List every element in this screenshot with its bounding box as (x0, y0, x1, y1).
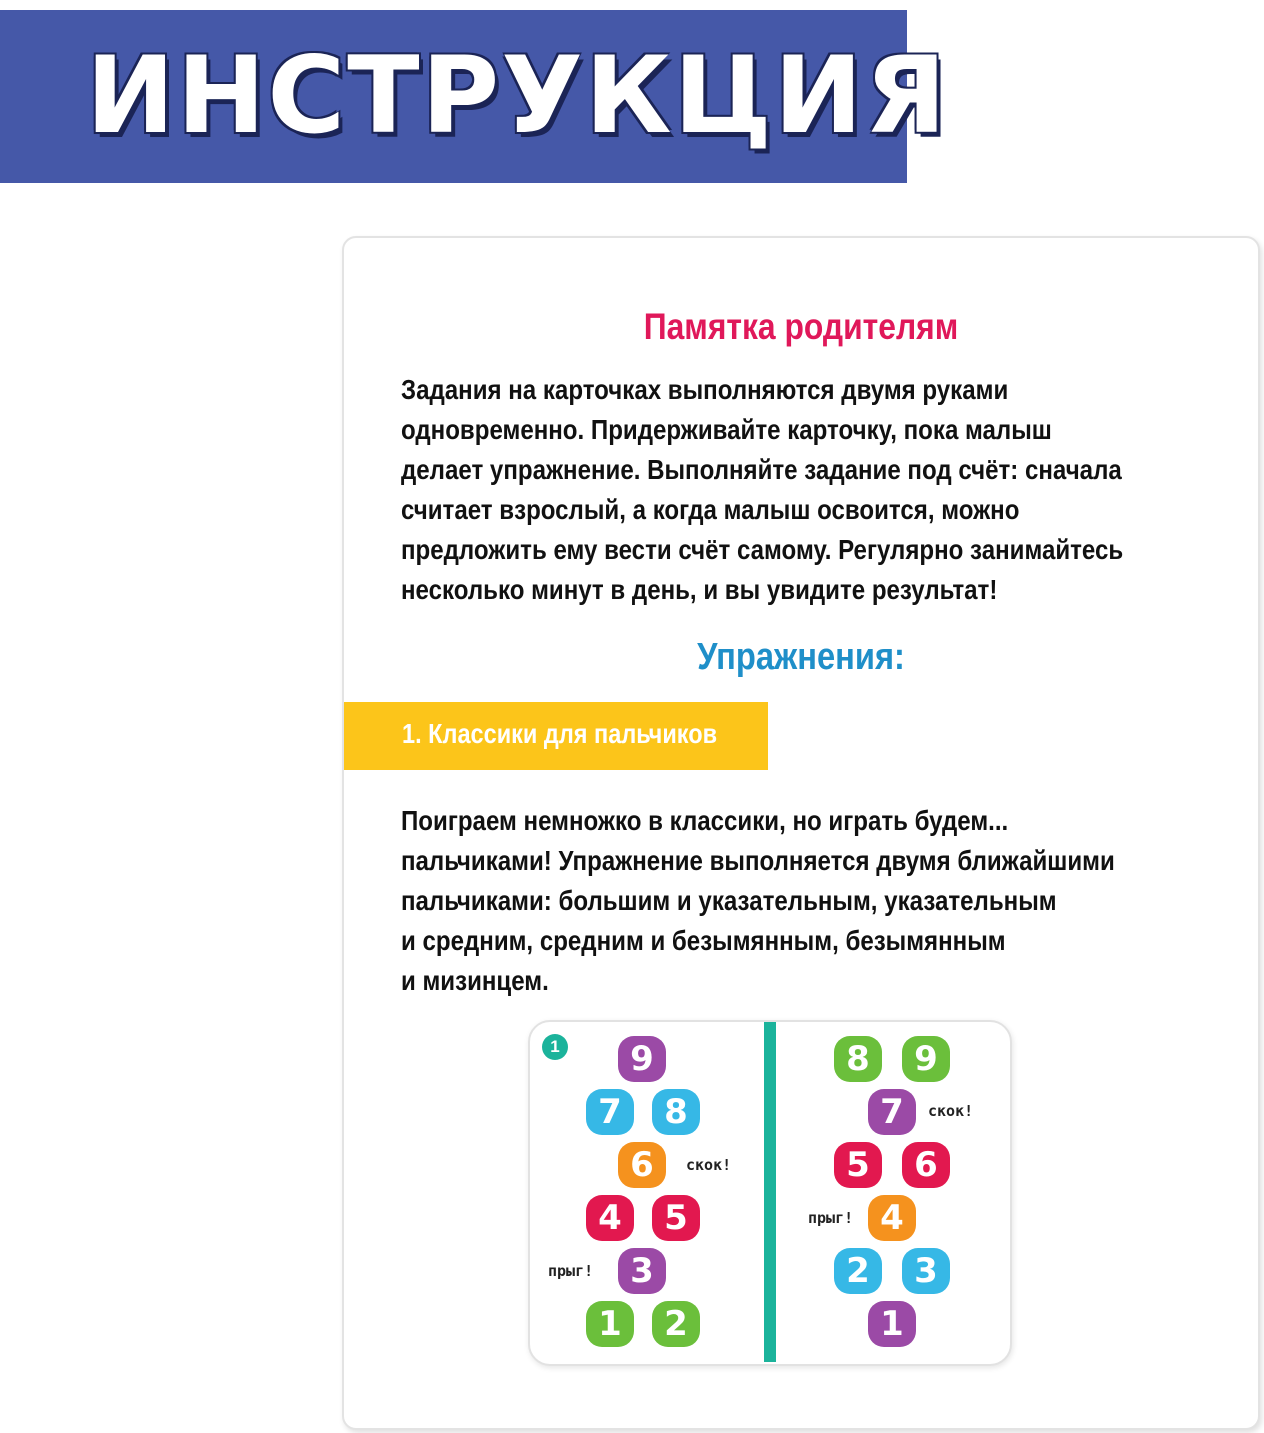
hopscotch-tile: 1 (586, 1301, 634, 1347)
memo-line: делает упражнение. Выполняйте задание под счёт: сначала (401, 454, 1122, 485)
step-badge: 1 (542, 1034, 568, 1060)
memo-line: одновременно. Придерживайте карточку, пока малыш (401, 414, 1052, 445)
exercise-1-text (401, 801, 1115, 1001)
memo-line: несколько минут в день, и вы увидите результат! (401, 574, 998, 605)
hopscotch-tile: 6 (902, 1142, 950, 1188)
hopscotch-tile: 5 (834, 1142, 882, 1188)
memo-line: предложить ему вести счёт самому. Регулярно занимайтесь (401, 534, 1124, 565)
exercise-line: пальчиками: большим и указательным, указательным (401, 885, 1057, 916)
hopscotch-tile: 7 (868, 1089, 916, 1135)
memo-line: считает взрослый, а когда малыш освоится, можно (401, 494, 1020, 525)
hopscotch-tile: 5 (652, 1195, 700, 1241)
exercise-1-label: 1. Классики для пальчиков (402, 718, 718, 749)
memo-title: Памятка родителям (643, 306, 959, 347)
banner-title: ИНСТРУКЦИЯ (86, 34, 949, 157)
illustration-divider (764, 1022, 776, 1362)
hopscotch-tile: 9 (902, 1036, 950, 1082)
exercise-line: и средним, средним и безымянным, безымянным (401, 925, 1006, 956)
hopscotch-tile: 7 (586, 1089, 634, 1135)
note-pryg: прыг! (548, 1262, 594, 1280)
exercises-title: Упражнения: (697, 636, 905, 678)
hopscotch-illustration (528, 1020, 1012, 1366)
note-skok: скок! (686, 1156, 732, 1174)
title-banner (0, 10, 949, 183)
exercise-line: Поиграем немножко в классики, но играть будем... (401, 805, 1009, 836)
exercise-1-header (344, 702, 768, 770)
hopscotch-tile: 1 (868, 1301, 916, 1347)
hopscotch-tile: 8 (652, 1089, 700, 1135)
note-skok: скок! (928, 1102, 974, 1120)
hopscotch-tile: 6 (618, 1142, 666, 1188)
hopscotch-tile: 4 (868, 1195, 916, 1241)
hopscotch-tile: 3 (618, 1248, 666, 1294)
exercise-line: пальчиками! Упражнение выполняется двумя ближайшими (401, 845, 1115, 876)
hopscotch-tile: 2 (652, 1301, 700, 1347)
instruction-card (342, 236, 1260, 1430)
hopscotch-tile: 8 (834, 1036, 882, 1082)
hopscotch-tile: 2 (834, 1248, 882, 1294)
memo-text (401, 370, 1124, 610)
hopscotch-tile: 3 (902, 1248, 950, 1294)
exercise-line: и мизинцем. (401, 965, 549, 996)
hopscotch-tile: 4 (586, 1195, 634, 1241)
memo-line: Задания на карточках выполняются двумя руками (401, 374, 1009, 405)
note-pryg: прыг! (808, 1209, 854, 1227)
hopscotch-tile: 9 (618, 1036, 666, 1082)
